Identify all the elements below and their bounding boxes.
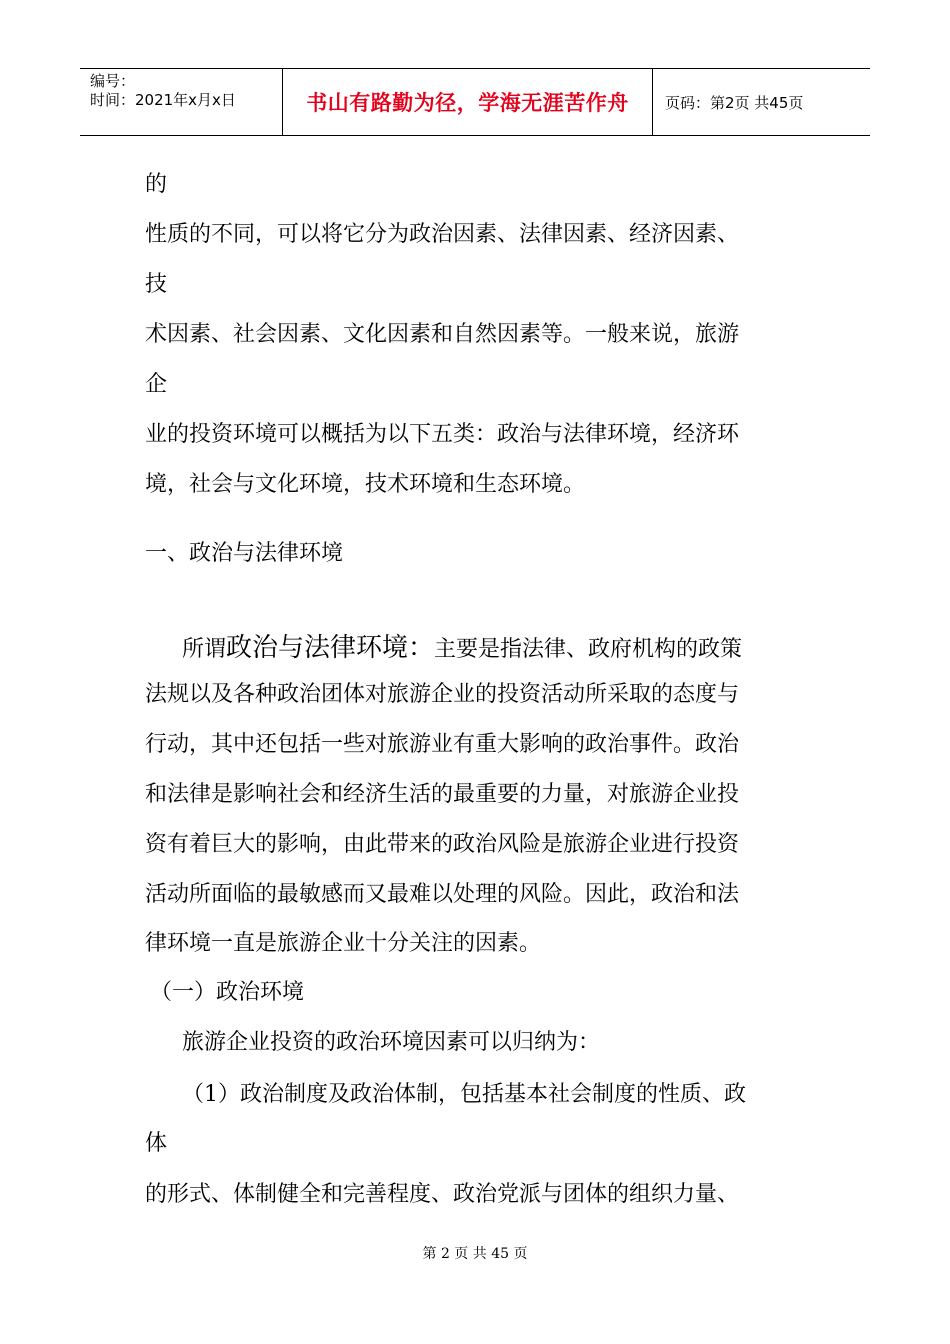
body-line: 术因素、社会因素、文化因素和自然因素等。一般来说，旅游 (145, 322, 740, 347)
serial-label: 编号： (90, 72, 136, 90)
body-line: 的 (145, 172, 168, 197)
body-line: （1）政治制度及政治体制，包括基本社会制度的性质、政 (182, 1082, 746, 1107)
header-motto: 书山有路勤为径，学海无涯苦作舟 (283, 69, 653, 135)
body-line: 旅游企业投资的政治环境因素可以归纳为： (182, 1030, 601, 1055)
body-line: 业的投资环境可以概括为以下五类：政治与法律环境，经济环 (145, 422, 740, 447)
page-header (80, 68, 870, 136)
para-intro: 所谓 (182, 637, 227, 662)
para-term: 政治与法律环境： (226, 633, 435, 663)
body-line: 律环境一直是旅游企业十分关注的因素。 (145, 931, 542, 956)
body-line: 境，社会与文化环境，技术环境和生态环境。 (145, 472, 586, 497)
body-line: 行动，其中还包括一些对旅游业有重大影响的政治事件。政治 (145, 732, 740, 757)
para-rest: 主要是指法律、政府机构的政策 (434, 637, 743, 662)
subsection-heading: （一）政治环境 (150, 980, 305, 1005)
body-line: 体 (145, 1131, 168, 1156)
body-line: 的形式、体制健全和完善程度、政治党派与团体的组织力量、 (145, 1182, 740, 1207)
paragraph-first-line (182, 633, 742, 665)
body-line: 企 (145, 372, 168, 397)
body-line: 资有着巨大的影响，由此带来的政治风险是旅游企业进行投资 (145, 832, 740, 857)
body-line: 和法律是影响社会和经济生活的最重要的力量，对旅游企业投 (145, 782, 740, 807)
body-line: 技 (145, 272, 168, 297)
body-line: 性质的不同，可以将它分为政治因素、法律因素、经济因素、 (145, 222, 740, 247)
header-meta (80, 69, 283, 135)
header-page-info: 页码：第2页 共45页 (665, 93, 804, 112)
date-label: 时间：2021年x月x日 (90, 91, 236, 109)
body-line: 法规以及各种政治团体对旅游企业的投资活动所采取的态度与 (145, 682, 740, 707)
body-line: 活动所面临的最敏感而又最难以处理的风险。因此，政治和法 (145, 882, 740, 907)
section-heading: 一、政治与法律环境 (145, 541, 344, 566)
page-footer: 第 2 页 共 45 页 (422, 1246, 528, 1262)
